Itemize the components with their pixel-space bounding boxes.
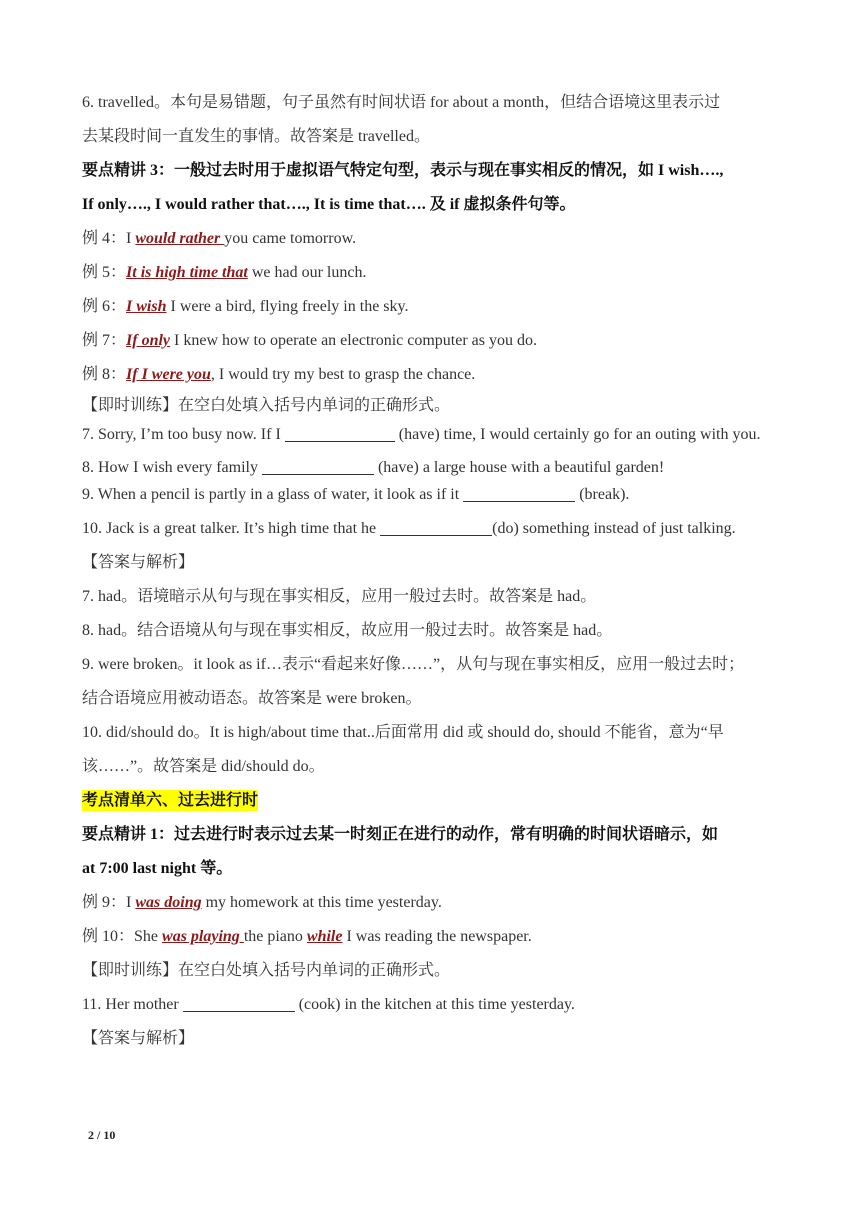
answer-9-line-2: 结合语境应用被动语态。故答案是 were broken。: [82, 690, 422, 707]
question-text: 10. Jack is a great talker. It’s high time that he: [82, 520, 381, 537]
question-text: (do) something instead of just talking.: [492, 520, 736, 537]
example-emphasis: If I were you: [126, 366, 211, 383]
example-label: 例 4：: [82, 230, 127, 247]
question-text: 8. How I wish every family: [82, 459, 262, 476]
example-text: I knew how to operate an electronic computer as you do.: [170, 332, 537, 349]
question-text: (have) time, I would certainly go for an outing with you.: [394, 426, 761, 443]
example-text: I: [126, 894, 136, 911]
answer-blank[interactable]: [380, 519, 492, 536]
example-label: 例 10：: [82, 928, 135, 945]
example-text: my homework at this time yesterday.: [201, 894, 442, 911]
example-10: [82, 920, 779, 954]
example-emphasis: would rather: [135, 230, 225, 247]
question-7: [82, 419, 779, 450]
example-emphasis: If only: [126, 332, 171, 349]
example-emphasis: was playing: [162, 928, 244, 945]
question-text: 7. Sorry, I’m too busy now. If I: [82, 426, 285, 443]
example-7: [82, 324, 779, 358]
example-text: , I would try my best to grasp the chance.: [210, 366, 476, 383]
answer-10-line-2: 该……”。故答案是 did/should do。: [82, 758, 325, 775]
drill-heading: 【即时训练】在空白处填入括号内单词的正确形式。: [82, 397, 451, 414]
example-emphasis: was doing: [135, 894, 202, 911]
example-9: [82, 886, 779, 920]
question-text: (cook) in the kitchen at this time yesterday.: [294, 996, 575, 1013]
document-page: [82, 86, 779, 1056]
example-label: 例 6：: [82, 298, 127, 315]
answers-heading: 【答案与解析】: [82, 554, 195, 571]
example-5: [82, 256, 779, 290]
example-text: you came tomorrow.: [224, 230, 357, 247]
answer-10-line-1: 10. did/should do。It is high/about time that..后面常用 did 或 should do, should 不能省，意为“早: [82, 724, 724, 741]
example-text: the piano: [243, 928, 307, 945]
key-point-1-line-1: 要点精讲 1：过去进行时表示过去某一时刻正在进行的动作，常有明确的时间状语暗示，如: [82, 826, 719, 843]
answer-blank[interactable]: [463, 485, 575, 502]
drill-heading-2: 【即时训练】在空白处填入括号内单词的正确形式。: [82, 962, 451, 979]
example-label: 例 8：: [82, 366, 127, 383]
answer-blank[interactable]: [183, 995, 295, 1012]
example-4: [82, 222, 779, 256]
example-label: 例 7：: [82, 332, 127, 349]
example-text: I: [126, 230, 136, 247]
example-emphasis: while: [306, 928, 343, 945]
question-8: [82, 454, 779, 481]
key-point-3-line-2: If only…., I would rather that…., It is time that…. 及 if 虚拟条件句等。: [82, 196, 576, 213]
example-label: 例 9：: [82, 894, 127, 911]
example-label: 例 5：: [82, 264, 127, 281]
question-text: (break).: [575, 486, 630, 503]
example-text: I were a bird, flying freely in the sky.: [166, 298, 409, 315]
answer-blank[interactable]: [285, 425, 395, 442]
example-emphasis: I wish: [126, 298, 167, 315]
example-emphasis: It is high time that: [126, 264, 248, 281]
question-text: 11. Her mother: [82, 996, 183, 1013]
answer-blank[interactable]: [262, 458, 374, 475]
answer-8: 8. had。结合语境从句与现在事实相反，故应用一般过去时。故答案是 had。: [82, 622, 613, 639]
question-10: [82, 512, 779, 546]
answer-9-line-1: 9. were broken。it look as if…表示“看起来好像……”，从句与现在事实相反，应用一般过去时；: [82, 656, 745, 673]
key-point-1-line-2: at 7:00 last night 等。: [82, 860, 233, 877]
answer-7: 7. had。语境暗示从句与现在事实相反，应用一般过去时。故答案是 had。: [82, 588, 597, 605]
question-11: [82, 988, 779, 1022]
key-point-3-line-1: 要点精讲 3：一般过去时用于虚拟语气特定句型，表示与现在事实相反的情况，如 I wish….,: [82, 162, 724, 179]
example-text: we had our lunch.: [247, 264, 367, 281]
example-text: She: [134, 928, 163, 945]
answer-6-line-2: 去某段时间一直发生的事情。故答案是 travelled。: [82, 128, 430, 145]
question-9: [82, 481, 779, 508]
example-8: [82, 358, 779, 392]
answers-heading-2: 【答案与解析】: [82, 1030, 195, 1047]
question-text: 9. When a pencil is partly in a glass of water, it look as if it: [82, 486, 464, 503]
page-number: 2 / 10: [88, 1128, 116, 1142]
example-6: [82, 290, 779, 324]
example-text: I was reading the newspaper.: [342, 928, 532, 945]
section-title-highlight: 考点清单六、过去进行时: [82, 792, 259, 809]
question-text: (have) a large house with a beautiful garden!: [373, 459, 665, 476]
answer-6-line-1: 6. travelled。本句是易错题，句子虽然有时间状语 for about a month，但结合语境这里表示过: [82, 94, 721, 111]
section-6-title: [82, 784, 779, 818]
